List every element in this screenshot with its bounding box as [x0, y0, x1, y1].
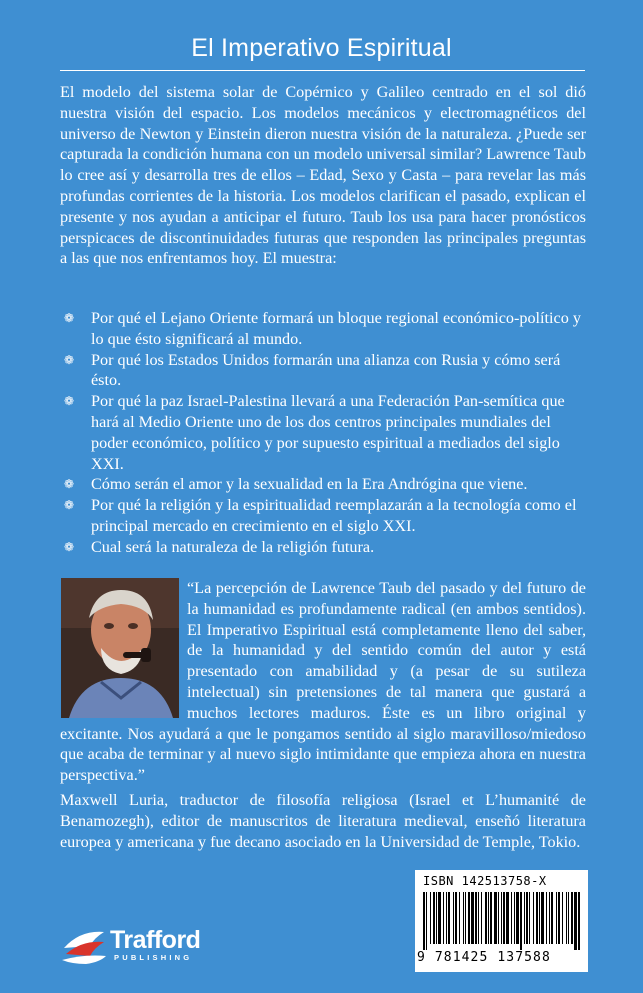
author-photo	[61, 578, 179, 718]
barcode-bar	[443, 892, 444, 944]
book-title: El Imperativo Espiritual	[191, 34, 452, 62]
barcode-bar	[455, 892, 457, 944]
barcode-bar	[529, 892, 530, 944]
barcode-bar	[551, 892, 553, 944]
barcode-bar	[566, 892, 567, 944]
intro-paragraph: El modelo del sistema solar de Copérnico y Galileo centrado en el sol dió nuestra visión del espacio. Los modelos mecánicos y electromagnéticos del universo de Newton y Einstein dieron nuestra visión de la naturaleza. ¿Puede ser capturada la condición humana con un modelo universal similar? Lawrence Taub lo cree así y desarrolla tres de ellos – Edad, Sexo y Casta – para revelar las más profundas corrientes de la historia. Los modelos clarifican el pasado, explican el presente y nos ayudan a anticipar el futuro. Taub los usa para hacer pronósticos perspicaces de discontinuidades futuras que responden las principales preguntas a las que nos enfrentamos hoy. El muestra:	[60, 83, 586, 268]
barcode-bar	[506, 892, 509, 944]
endorser-bio: Maxwell Luria, traductor de filosofía religiosa (Israel et L’humanité de Benamozegh), editor de manuscritos de literatura medieval, enseñó literatura europea y americana y fue decano asociado en la Universidad de Temple, Tokio.	[60, 791, 586, 851]
barcode-bar	[536, 892, 538, 944]
barcode-bar	[501, 892, 502, 944]
swirl-bullet-icon: ❁	[63, 311, 75, 325]
barcode-bar	[471, 892, 474, 944]
barcode-bar	[481, 892, 482, 944]
barcode-bar	[503, 892, 505, 944]
barcode-bar	[516, 892, 519, 944]
publisher-sub: PUBLISHING	[114, 953, 193, 962]
barcode-bar	[446, 892, 447, 944]
barcode-bar	[574, 892, 577, 950]
list-item	[60, 537, 586, 558]
list-item	[60, 391, 586, 474]
barcode-bar	[459, 892, 460, 944]
barcode-bar	[498, 892, 499, 944]
bullet-list	[60, 308, 586, 558]
barcode-bar	[524, 892, 525, 944]
barcode-bar	[423, 892, 425, 950]
list-item-text: Cómo serán el amor y la sexualidad en la Era Andrógina que viene.	[91, 475, 528, 494]
barcode-bars	[421, 892, 582, 950]
barcode-bar	[426, 892, 427, 950]
list-item-text: Por qué los Estados Unidos formarán una alianza con Rusia y cómo será ésto.	[91, 350, 561, 390]
barcode-bar	[478, 892, 479, 944]
list-item	[60, 308, 586, 350]
barcode-bar	[488, 892, 489, 944]
barcode-bar	[468, 892, 470, 944]
list-item-text: Por qué la religión y la espiritualidad reemplazarán a la tecnología como el principal mercado en crecimiento en el siglo XXI.	[91, 496, 577, 535]
barcode-bar	[546, 892, 547, 944]
barcode-bar	[541, 892, 544, 944]
ean-digits: 9 781425 137588	[417, 950, 551, 965]
swirl-bullet-icon: ❁	[63, 477, 75, 492]
barcode-bar	[520, 892, 522, 950]
swirl-bullet-icon: ❁	[63, 352, 75, 367]
barcode-bar	[549, 892, 550, 944]
list-item	[60, 350, 586, 392]
barcode-bar	[430, 892, 431, 944]
barcode-bar	[533, 892, 534, 944]
barcode-bar	[490, 892, 492, 944]
endorsement-quote: “La percepción de Lawrence Taub del pasado y del futuro de la humanidad es profundamente radical (en ambos sentidos). El Imperativo Espiritual está completamente lleno del saber, de la humanidad y del sentido común del autor y está presentado con amabilidad y (a pesar de su sutileza intelectual) sin pretensiones de tal manera que gustará a muchos lectores maduros. Éste es un libro original y excitante. Nos ayudará a que le pongamos sentido al siglo maravilloso/miedoso que acaba de terminar y al nuevo siglo intimidante que empieza ahora en nuestra perspectiva.”	[60, 579, 586, 785]
barcode-bar	[494, 892, 497, 944]
barcode-bar	[438, 892, 441, 944]
barcode-bar	[463, 892, 464, 944]
list-item-text: Por qué la paz Israel-Palestina llevará a una Federación Pan-semítica que hará al Medio Oriente uno de los dos centros principales mundiales del poder económico, político y por supuesto espiritual a mediados del siglo XXI.	[91, 392, 565, 473]
list-item-text: Cual será la naturaleza de la religión futura.	[91, 537, 375, 556]
isbn-barcode	[415, 870, 588, 972]
barcode-bar	[556, 892, 557, 944]
barcode-bar	[514, 892, 515, 944]
barcode-bar	[433, 892, 435, 944]
barcode-bar	[475, 892, 477, 944]
trafford-ship-icon	[60, 924, 110, 966]
barcode-bar	[453, 892, 454, 944]
barcode-bar	[558, 892, 560, 944]
publisher-logo	[60, 924, 250, 968]
barcode-bar	[571, 892, 573, 944]
barcode-bar	[511, 892, 512, 944]
barcode-bar	[568, 892, 569, 944]
barcode-bar	[526, 892, 528, 944]
barcode-bar	[465, 892, 466, 944]
list-item	[60, 474, 586, 495]
title-divider	[60, 70, 585, 71]
barcode-bar	[436, 892, 437, 944]
barcode-bar	[539, 892, 540, 944]
swirl-bullet-icon: ❁	[63, 498, 75, 513]
barcode-bar	[562, 892, 563, 944]
barcode-bar	[485, 892, 487, 944]
barcode-bar	[578, 892, 580, 950]
swirl-bullet-icon: ❁	[63, 539, 75, 554]
publisher-name: Trafford	[110, 926, 201, 954]
list-item	[60, 495, 586, 537]
list-item-text: Por qué el Lejano Oriente formará un bloque regional económico-político y lo que ésto significará al mundo.	[91, 309, 581, 348]
swirl-bullet-icon: ❁	[63, 394, 75, 409]
isbn-label: ISBN 142513758-X	[423, 874, 547, 888]
barcode-bar	[448, 892, 450, 944]
